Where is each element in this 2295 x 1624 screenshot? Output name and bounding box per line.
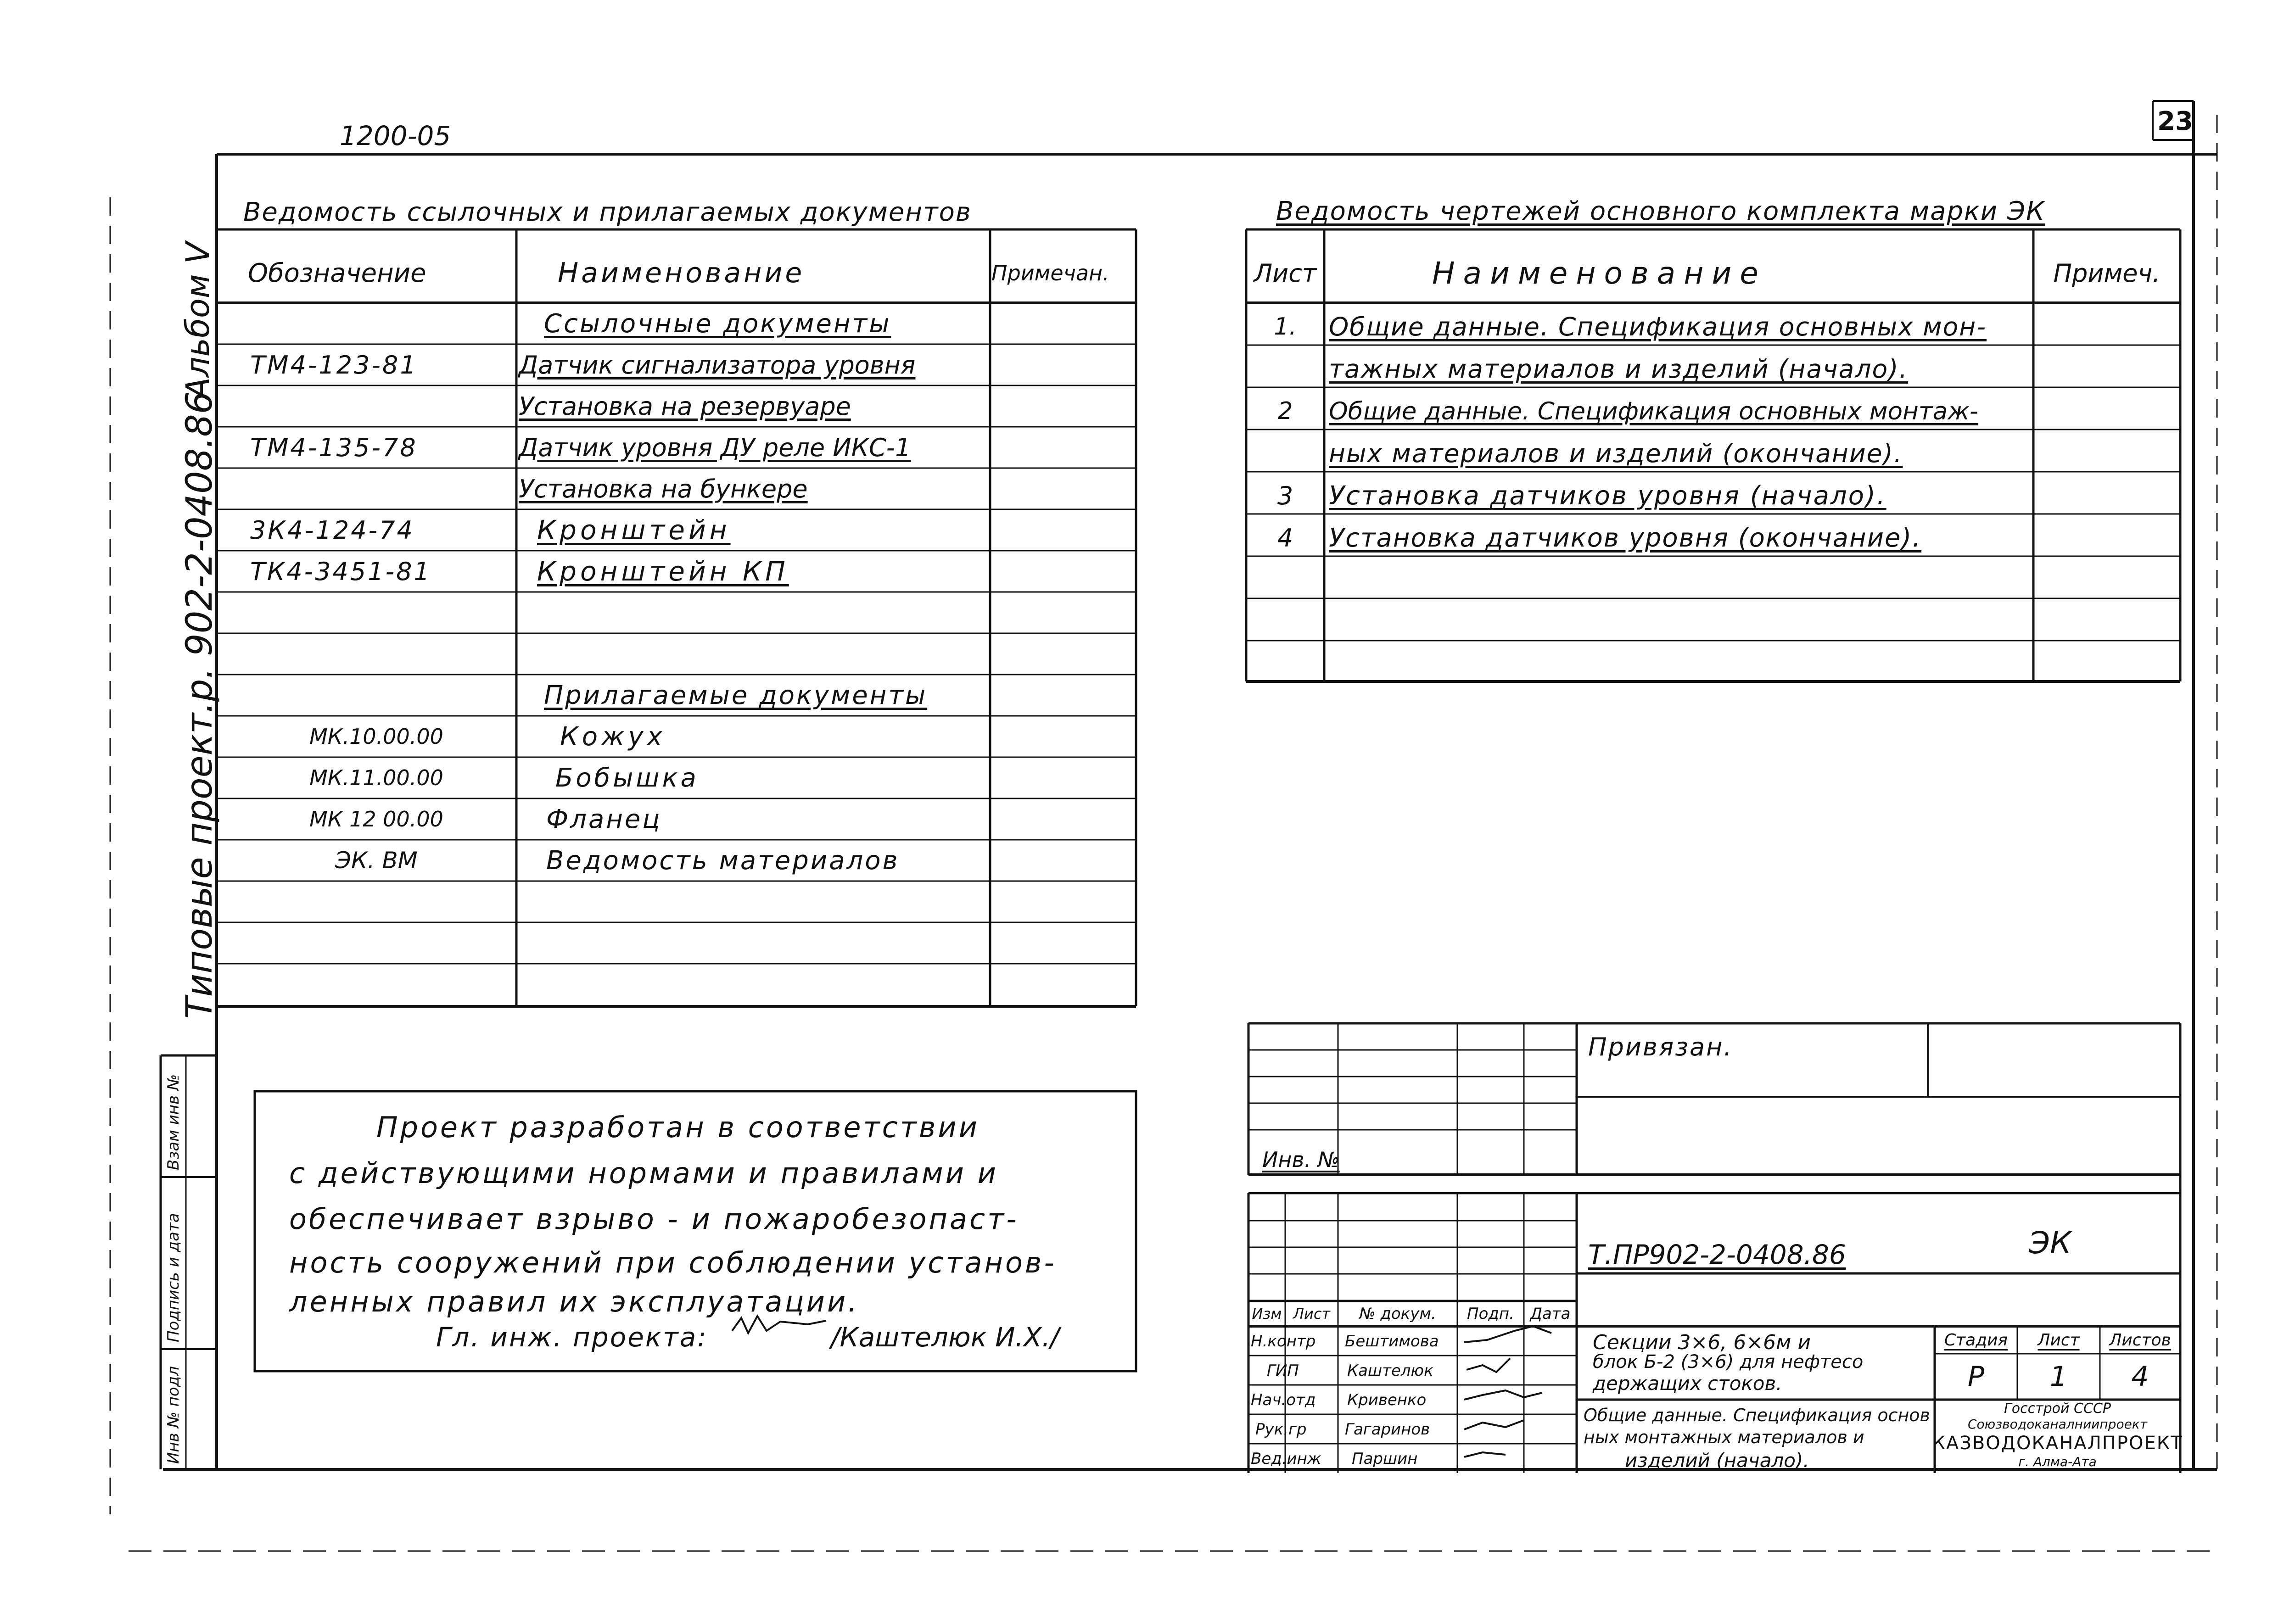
tb-header-change: Изм [1252,1305,1282,1323]
staff-role: Вед.инж [1251,1450,1321,1468]
staff-name: Кривенко [1347,1391,1427,1409]
refs-row-name: Датчик сигнализатора уровня [519,350,916,379]
sheet-value: 1 [2049,1361,2068,1393]
chief-engineer-name: /Каштелюк И.Х./ [831,1322,1059,1353]
drawings-row-name: тажных материалов и изделий (начало). [1329,354,1909,384]
drawings-header-note: Примеч. [2053,258,2161,288]
note-line: Проект разработан в соответствии [376,1111,980,1144]
refs-row-code: 3К4-124-74 [250,515,414,545]
note-line: обеспечивает взрыво - и пожаробезопаст- [289,1202,1019,1236]
refs-row-code: ТМ4-123-81 [250,350,418,379]
drawings-row-sheet: 4 [1277,523,1293,552]
sheet-header: Лист [2038,1331,2080,1350]
staff-role: Рук.гр [1255,1420,1307,1439]
project-caption: Типовые проект.р. 902-2-0408.86 [179,391,220,1019]
staff-name: Гагаринов [1345,1420,1430,1439]
refs-row-name: Установка на резервуаре [519,391,851,421]
stage-value: Р [1967,1361,1985,1393]
chief-engineer-label: Гл. инж. проекта: [436,1322,708,1353]
drawings-row-sheet: 1. [1274,313,1297,340]
drawings-row-name: Установка датчиков уровня (окончание). [1329,523,1922,553]
drawings-row-name: Общие данные. Спецификация основных мон- [1329,312,1987,341]
tb-header-date: Дата [1530,1305,1571,1323]
drawings-header-name: Наименование [1432,255,1767,291]
org-line: Госстрой СССР [2004,1400,2111,1417]
refs-att-code: МК.10.00.00 [309,724,443,749]
staff-role: ГИП [1267,1362,1299,1380]
sheet-title-line: изделий (начало). [1625,1449,1809,1472]
page-number: 23 [2157,106,2193,136]
drawings-row-name: ных материалов и изделий (окончание). [1329,439,1903,468]
staff-name: Бештимова [1345,1332,1439,1351]
object-line: Секции 3×6, 6×6м и [1593,1331,1811,1354]
tb-header-sign: Подп. [1467,1305,1514,1323]
album-caption: Альбом V [179,242,217,399]
inventory-label: Инв. № [1262,1147,1340,1172]
refs-title: Ведомость ссылочных и прилагаемых документов [243,197,972,227]
staff-role: Нач.отд [1251,1391,1316,1409]
refs-att-code: ЭК. ВМ [335,847,418,874]
refs-att-code: МК.11.00.00 [309,765,443,790]
drawings-title: Ведомость чертежей основного комплекта марки ЭК [1276,196,2045,226]
refs-att-name: Кожух [560,721,666,752]
note-line: с действующими нормами и правилами и [289,1156,998,1190]
refs-row-name: Установка на бункере [519,474,808,503]
stamp-label-signature-date: Подпись и дата [164,1213,183,1342]
tb-header-sheet: Лист [1293,1305,1331,1323]
note-line: ленных правил их эксплуатации. [289,1285,859,1318]
drawing-mark: ЭК [2029,1225,2071,1261]
org-line: Союзводоканалниипроект [1967,1416,2148,1432]
refs-header-code: Обозначение [248,258,426,288]
note-line: ность сооружений при соблюдении установ- [289,1246,1057,1279]
org-line: г. Алма-Ата [2018,1454,2097,1469]
drawings-row-sheet [1246,351,1324,387]
refs-row-code: ТК4-3451-81 [250,557,431,586]
stamp-label-replace-inv: Взам инв № [164,1074,183,1170]
stage-header: Стадия [1944,1331,2008,1350]
org-line: КАЗВОДОКАНАЛПРОЕКТ [1932,1433,2183,1454]
object-line: держащих стоков. [1593,1372,1782,1395]
refs-row-name: Датчик уровня ДУ реле ИКС-1 [519,433,911,462]
refs-row-code: ТМ4-135-78 [250,433,418,462]
refs-section-reference: Ссылочные документы [544,308,891,339]
sheet-title-line: Общие данные. Спецификация основ [1584,1405,1930,1425]
staff-role: Н.контр [1251,1332,1316,1351]
drawings-row-sheet [1246,435,1324,472]
document-code: 1200-05 [340,120,451,151]
drawings-row-name: Установка датчиков уровня (начало). [1329,480,1886,511]
sheets-total-header: Листов [2109,1331,2171,1350]
tb-header-doc-no: № докум. [1359,1305,1436,1323]
doc-code: Т.ПР902-2-0408.86 [1588,1239,1846,1270]
refs-att-name: Бобышка [555,763,699,793]
refs-header-note: Примечан. [991,261,1109,285]
stamp-label-orig-inv: Инв № подл [164,1366,183,1464]
refs-att-name: Фланец [546,804,662,834]
refs-section-attached: Прилагаемые документы [544,680,928,710]
drawings-row-sheet: 2 [1277,397,1293,425]
sheets-total-value: 4 [2131,1361,2149,1393]
staff-name: Каштелюк [1347,1362,1433,1380]
binding-label: Привязан. [1588,1032,1733,1061]
object-line: блок Б-2 (3×6) для нефтесо [1593,1351,1864,1373]
staff-name: Паршин [1352,1450,1418,1468]
refs-row-name: Кронштейн [537,514,731,546]
sheet-title-line: ных монтажных материалов и [1584,1427,1864,1447]
refs-header-name: Наименование [558,257,805,289]
drawings-row-name: Общие данные. Спецификация основных монтаж- [1329,397,1978,425]
refs-att-code: МК 12 00.00 [309,807,443,832]
refs-row-name: Кронштейн КП [537,556,789,587]
refs-att-name: Ведомость материалов [546,845,900,876]
drawings-header-sheet: Лист [1254,258,1317,288]
drawings-row-sheet: 3 [1277,481,1293,510]
